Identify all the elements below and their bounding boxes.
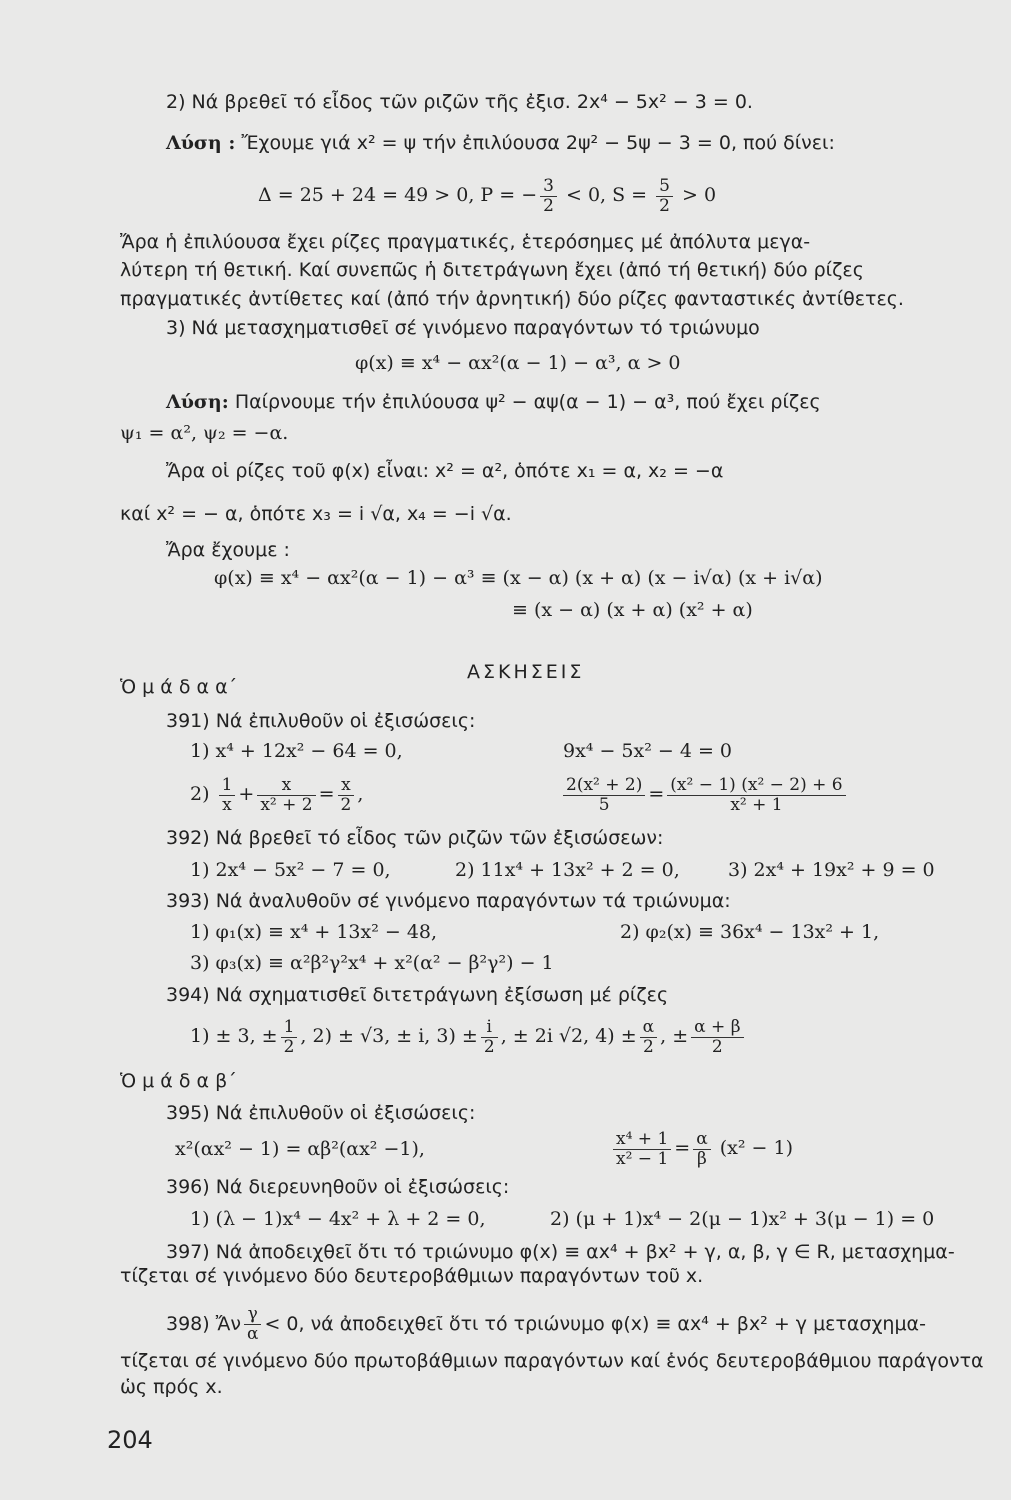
exercise-391-title: 391) Νά ἐπιλυθοῦν οἱ ἐξισώσεις:: [166, 710, 476, 732]
denominator: x² + 1: [730, 794, 783, 815]
fraction: [693, 1130, 710, 1169]
exercise-396-item-2: 2) (μ + 1)x⁴ − 2(μ − 1)x² + 3(μ − 1) = 0: [550, 1208, 935, 1230]
exercise-393-item-2: 2) φ₂(x) ≡ 36x⁴ − 13x² + 1,: [620, 921, 880, 943]
denominator: 2: [643, 1036, 654, 1057]
formula-part: (x² − 1): [719, 1137, 793, 1159]
numerator: γ: [244, 1305, 261, 1325]
formula-part: , ±: [660, 1025, 689, 1047]
numerator: (x² − 1) (x² − 2) + 6: [667, 776, 845, 796]
formula-part: 1) ± 3, ±: [190, 1025, 278, 1047]
exercise-391-item-1b: 9x⁴ − 5x² − 4 = 0: [563, 740, 733, 762]
conclusion-line-1: Ἄρα ἡ ἐπιλύουσα ἔχει ρίζες πραγματικές, ἑτερόσημες μέ ἀπόλυτα μεγα-: [120, 231, 811, 253]
fraction: [563, 776, 645, 815]
exercise-395-item-1: x²(αx² − 1) = αβ²(αx² −1),: [175, 1138, 425, 1160]
exercise-397-line-1: 397) Νά ἀποδειχθεῖ ὅτι τό τριώνυμο φ(x) ≡ αx⁴ + βx² + γ, α, β, γ ∈ R, μετασχημα-: [166, 1241, 955, 1263]
problem-2-solution: [166, 131, 835, 155]
exercise-391-item-2b: [560, 772, 849, 816]
exercise-397-line-2: τίζεται σέ γινόμενο δύο δευτεροβάθμιων παραγόντων τοῦ x.: [120, 1265, 704, 1287]
numerator: α: [640, 1018, 657, 1038]
therefore-label: Ἄρα ἔχουμε :: [166, 539, 290, 561]
exercise-393-item-3: 3) φ₃(x) ≡ α²β²γ²x⁴ + x²(α² − β²γ²) − 1: [190, 952, 554, 974]
exercise-391-item-1: 1) x⁴ + 12x² − 64 = 0,: [190, 740, 403, 762]
formula-part: > 0: [675, 184, 717, 206]
operator: +: [238, 783, 255, 805]
fraction: [613, 1130, 671, 1169]
exercise-394-title: 394) Νά σχηματισθεῖ διτετράγωνη ἐξίσωση μέ ρίζες: [166, 984, 669, 1006]
exercise-391-item-2: [190, 772, 363, 816]
operator: =: [318, 783, 335, 805]
denominator: 2: [711, 1036, 723, 1057]
numerator: 2(x² + 2): [563, 776, 645, 796]
fraction: [540, 177, 557, 216]
exercise-398-line-2: τίζεται σέ γινόμενο δύο πρωτοβάθμιων παραγόντων καί ἑνός δευτεροβάθμιου παράγοντα: [120, 1350, 984, 1372]
exercise-395-title: 395) Νά ἐπιλυθοῦν οἱ ἐξισώσεις:: [166, 1102, 476, 1124]
numerator: 1: [281, 1018, 298, 1038]
solution-roots: ψ₁ = α², ψ₂ = −α.: [120, 422, 289, 444]
denominator: 2: [659, 195, 670, 216]
numerator: 3: [540, 177, 557, 197]
exercise-396-title: 396) Νά διερευνηθοῦν οἱ ἐξισώσεις:: [166, 1176, 510, 1198]
group-b-heading: Ὁ μ ά δ α β΄: [120, 1070, 237, 1092]
exercises-heading: ΑΣΚΗΣΕΙΣ: [467, 661, 585, 683]
fraction: [667, 776, 845, 815]
separator: ,: [357, 783, 364, 805]
roots-line-1: Ἄρα οἱ ρίζες τοῦ φ(x) εἶναι: x² = α², ὁπότε x₁ = α, x₂ = −α: [166, 460, 724, 482]
denominator: x: [222, 794, 232, 815]
exercise-392-title: 392) Νά βρεθεῖ τό εἶδος τῶν ριζῶν τῶν ἐξισώσεων:: [166, 827, 664, 849]
conclusion-line-3: πραγματικές ἀντίθετες καί (ἀπό τήν ἀρνητική) δύο ρίζες φανταστικές ἀντίθετες.: [120, 288, 904, 310]
denominator: x² − 1: [616, 1148, 669, 1169]
exercise-394-items: [190, 1014, 747, 1058]
problem-3-statement: 3) Νά μετασχηματισθεῖ σέ γινόμενο παραγόντων τό τριώνυμο: [166, 317, 760, 339]
problem-3-solution: [166, 390, 821, 414]
factorization-line-2: ≡ (x − α) (x + α) (x² + α): [512, 599, 753, 621]
group-a-heading: Ὁ μ ά δ α α΄: [120, 676, 238, 698]
fraction: [219, 776, 236, 815]
numerator: 1: [219, 776, 236, 796]
exercise-393-title: 393) Νά ἀναλυθοῦν σέ γινόμενο παραγόντων τά τριώνυμα:: [166, 890, 731, 912]
formula-part: 398) Ἄν: [166, 1313, 241, 1335]
solution-label: Λύση:: [166, 391, 229, 413]
formula-part: Δ = 25 + 24 = 49 > 0, P = −: [258, 184, 538, 206]
exercise-396-item-1: 1) (λ − 1)x⁴ − 4x² + λ + 2 = 0,: [190, 1208, 486, 1230]
numerator: x⁴ + 1: [613, 1130, 671, 1150]
operator: =: [648, 783, 665, 805]
numerator: x: [338, 776, 355, 796]
denominator: 5: [598, 794, 610, 815]
exercise-392-item-2: 2) 11x⁴ + 13x² + 2 = 0,: [455, 859, 680, 881]
discriminant-formula: [258, 173, 716, 217]
denominator: β: [697, 1148, 707, 1169]
exercise-398-line-3: ὡς πρός x.: [120, 1376, 223, 1398]
solution-text: Παίρνουμε τήν ἐπιλύουσα ψ² − αψ(α − 1) − α³, πού ἔχει ρίζες: [234, 391, 821, 413]
formula-part: < 0, νά ἀποδειχθεῖ ὅτι τό τριώνυμο φ(x) ≡ αx⁴ + βx² + γ μετασχημα-: [264, 1313, 926, 1335]
fraction: [257, 776, 315, 815]
fraction: [244, 1305, 261, 1344]
exercise-395-item-2: [610, 1126, 793, 1170]
exercise-398-line-1: [166, 1302, 926, 1346]
fraction: [481, 1018, 498, 1057]
exercise-393-item-1: 1) φ₁(x) ≡ x⁴ + 13x² − 48,: [190, 921, 438, 943]
denominator: 2: [283, 1036, 295, 1057]
problem-3-formula: φ(x) ≡ x⁴ − αx²(α − 1) − α³, α > 0: [355, 352, 681, 374]
roots-line-2: καί x² = − α, ὁπότε x₃ = i √α, x₄ = −i √α.: [120, 503, 512, 525]
denominator: 2: [543, 195, 554, 216]
formula-part: < 0, S =: [559, 184, 654, 206]
fraction: [338, 776, 355, 815]
solution-label: Λύση :: [166, 132, 236, 154]
denominator: α: [246, 1324, 259, 1344]
numerator: 5: [656, 177, 673, 197]
numerator: α + β: [691, 1018, 743, 1038]
denominator: 2: [483, 1036, 495, 1057]
numerator: α: [693, 1130, 710, 1150]
conclusion-line-2: λύτερη τή θετική. Καί συνεπῶς ἡ διτετράγωνη ἔχει (ἀπό τή θετική) δύο ρίζες: [120, 259, 864, 281]
operator: =: [674, 1137, 691, 1159]
numerator: i: [481, 1018, 498, 1038]
item-number: 2): [190, 783, 210, 805]
factorization-line-1: φ(x) ≡ x⁴ − αx²(α − 1) − α³ ≡ (x − α) (x + α) (x − i√α) (x + i√α): [214, 567, 823, 589]
problem-2-statement: 2) Νά βρεθεῖ τό εἶδος τῶν ριζῶν τῆς ἐξισ. 2x⁴ − 5x² − 3 = 0.: [166, 91, 753, 113]
solution-text: Ἔχουμε γιά x² = ψ τήν ἐπιλύουσα 2ψ² − 5ψ − 3 = 0, πού δίνει:: [241, 132, 835, 154]
formula-part: , 2) ± √3, ± i, 3) ±: [300, 1025, 478, 1047]
page-number: 204: [107, 1426, 153, 1454]
fraction: [640, 1018, 657, 1057]
formula-part: , ± 2i √2, 4) ±: [500, 1025, 637, 1047]
fraction: [691, 1018, 743, 1057]
exercise-392-item-3: 3) 2x⁴ + 19x² + 9 = 0: [728, 859, 935, 881]
numerator: x: [257, 776, 315, 796]
denominator: x² + 2: [260, 794, 313, 815]
fraction: [656, 177, 673, 216]
fraction: [281, 1018, 298, 1057]
denominator: 2: [340, 794, 352, 815]
exercise-392-item-1: 1) 2x⁴ − 5x² − 7 = 0,: [190, 859, 391, 881]
